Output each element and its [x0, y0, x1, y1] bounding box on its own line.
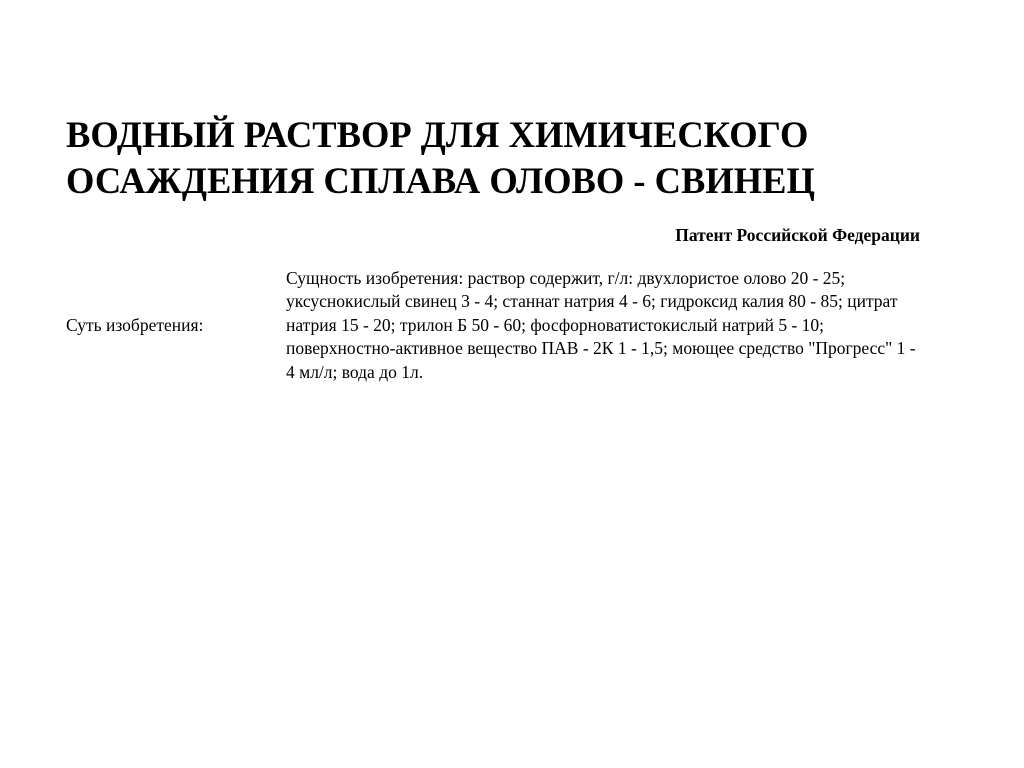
document-subtitle: Патент Российской Федерации — [675, 225, 920, 245]
document-title: ВОДНЫЙ РАСТВОР ДЛЯ ХИМИЧЕСКОГО ОСАЖДЕНИЯ СПЛАВА ОЛОВО - СВИНЕЦ — [66, 114, 815, 201]
field-label: Суть изобретения: — [66, 315, 204, 336]
field-row — [66, 267, 926, 384]
field-value: Сущность изобретения: раствор содержит, г/л: двухлористое олово 20 - 25; уксуснокислый свинец 3 - 4; станнат натрия 4 - 6; гидроксид калия 80 - 85; цитрат натрия 15 - 20; трилон Б 50 - 60; фосфорноватистокислый натрий 5 - 10; поверхностно-активное вещество ПАВ - 2К 1 - 1,5; моющее средство "Прогресс" 1 - 4 мл/л; вода до 1л. — [286, 268, 916, 382]
